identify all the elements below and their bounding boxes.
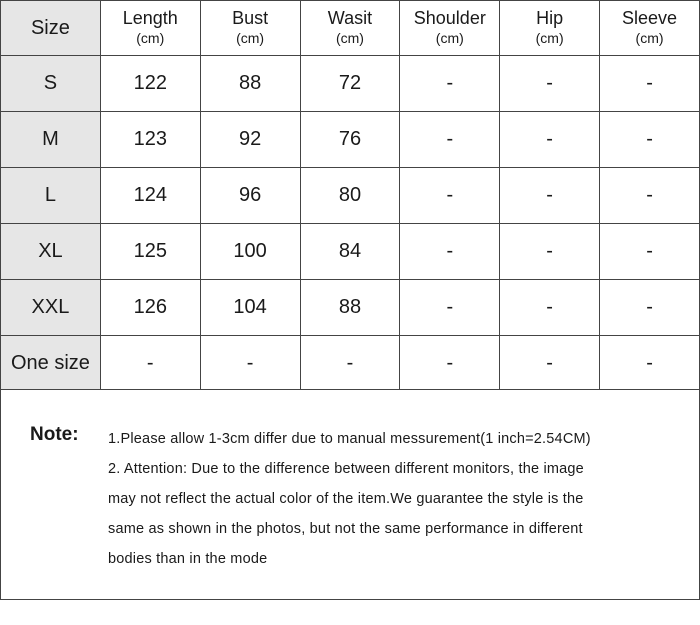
note-box [0,389,700,600]
length-cell: 125 [100,224,200,280]
bust-cell: 100 [200,224,300,280]
header-hip-label: Hip [536,8,564,29]
header-length [100,1,200,56]
sleeve-cell: - [600,168,700,224]
header-sleeve [600,1,700,56]
length-cell: 122 [100,56,200,112]
note-line: may not reflect the actual color of the item.We guarantee the style is the [108,491,584,507]
size-cell: S [1,56,101,112]
sleeve-cell: - [600,224,700,280]
shoulder-cell: - [400,168,500,224]
hip-cell: - [500,336,600,392]
header-hip-unit: (cm) [535,30,564,47]
bust-cell: 92 [200,112,300,168]
header-sleeve-unit: (cm) [635,30,664,47]
shoulder-cell: - [400,112,500,168]
note-label: Note: [30,424,79,445]
waist-cell: 88 [300,280,400,336]
header-size-label: Size [30,17,70,39]
length-cell: 123 [100,112,200,168]
waist-cell: 72 [300,56,400,112]
hip-cell: - [500,56,600,112]
bust-cell: 88 [200,56,300,112]
waist-cell: - [300,336,400,392]
note-line: 1.Please allow 1-3cm differ due to manual messurement(1 inch=2.54CM) [108,431,591,447]
hip-cell: - [500,168,600,224]
shoulder-cell: - [400,280,500,336]
waist-cell: 84 [300,224,400,280]
sleeve-cell: - [600,336,700,392]
header-waist-unit: (cm) [335,30,364,47]
header-length-unit: (cm) [136,30,165,47]
header-waist [300,1,400,56]
size-cell: XXL [1,280,101,336]
hip-cell: - [500,112,600,168]
shoulder-cell: - [400,56,500,112]
length-cell: 126 [100,280,200,336]
header-shoulder-unit: (cm) [435,30,464,47]
shoulder-cell: - [400,336,500,392]
header-shoulder-label: Shoulder [413,8,486,29]
table-row [1,280,700,336]
header-bust-unit: (cm) [236,30,265,47]
size-cell: One size [1,336,101,392]
waist-cell: 76 [300,112,400,168]
bust-cell: 104 [200,280,300,336]
header-bust-label: Bust [232,8,269,29]
header-hip [500,1,600,56]
bust-cell: - [200,336,300,392]
shoulder-cell: - [400,224,500,280]
note-line: 2. Attention: Due to the difference between different monitors, the image [108,461,584,477]
table-row [1,56,700,112]
size-cell: XL [1,224,101,280]
note-text [108,424,688,574]
sleeve-cell: - [600,112,700,168]
length-cell: - [100,336,200,392]
header-size [1,1,101,56]
table-row [1,224,700,280]
header-bust [200,1,300,56]
table-row [1,336,700,392]
size-cell: L [1,168,101,224]
length-cell: 124 [100,168,200,224]
note-line: bodies than in the mode [108,551,268,567]
header-row [1,1,700,56]
waist-cell: 80 [300,168,400,224]
table-row [1,112,700,168]
bust-cell: 96 [200,168,300,224]
header-sleeve-label: Sleeve [622,8,678,29]
note-line: same as shown in the photos, but not the same performance in different [108,521,583,537]
table-row [1,168,700,224]
header-shoulder [400,1,500,56]
sleeve-cell: - [600,280,700,336]
size-cell: M [1,112,101,168]
sleeve-cell: - [600,56,700,112]
hip-cell: - [500,280,600,336]
header-waist-label: Wasit [327,8,373,29]
hip-cell: - [500,224,600,280]
header-length-label: Length [122,8,178,29]
